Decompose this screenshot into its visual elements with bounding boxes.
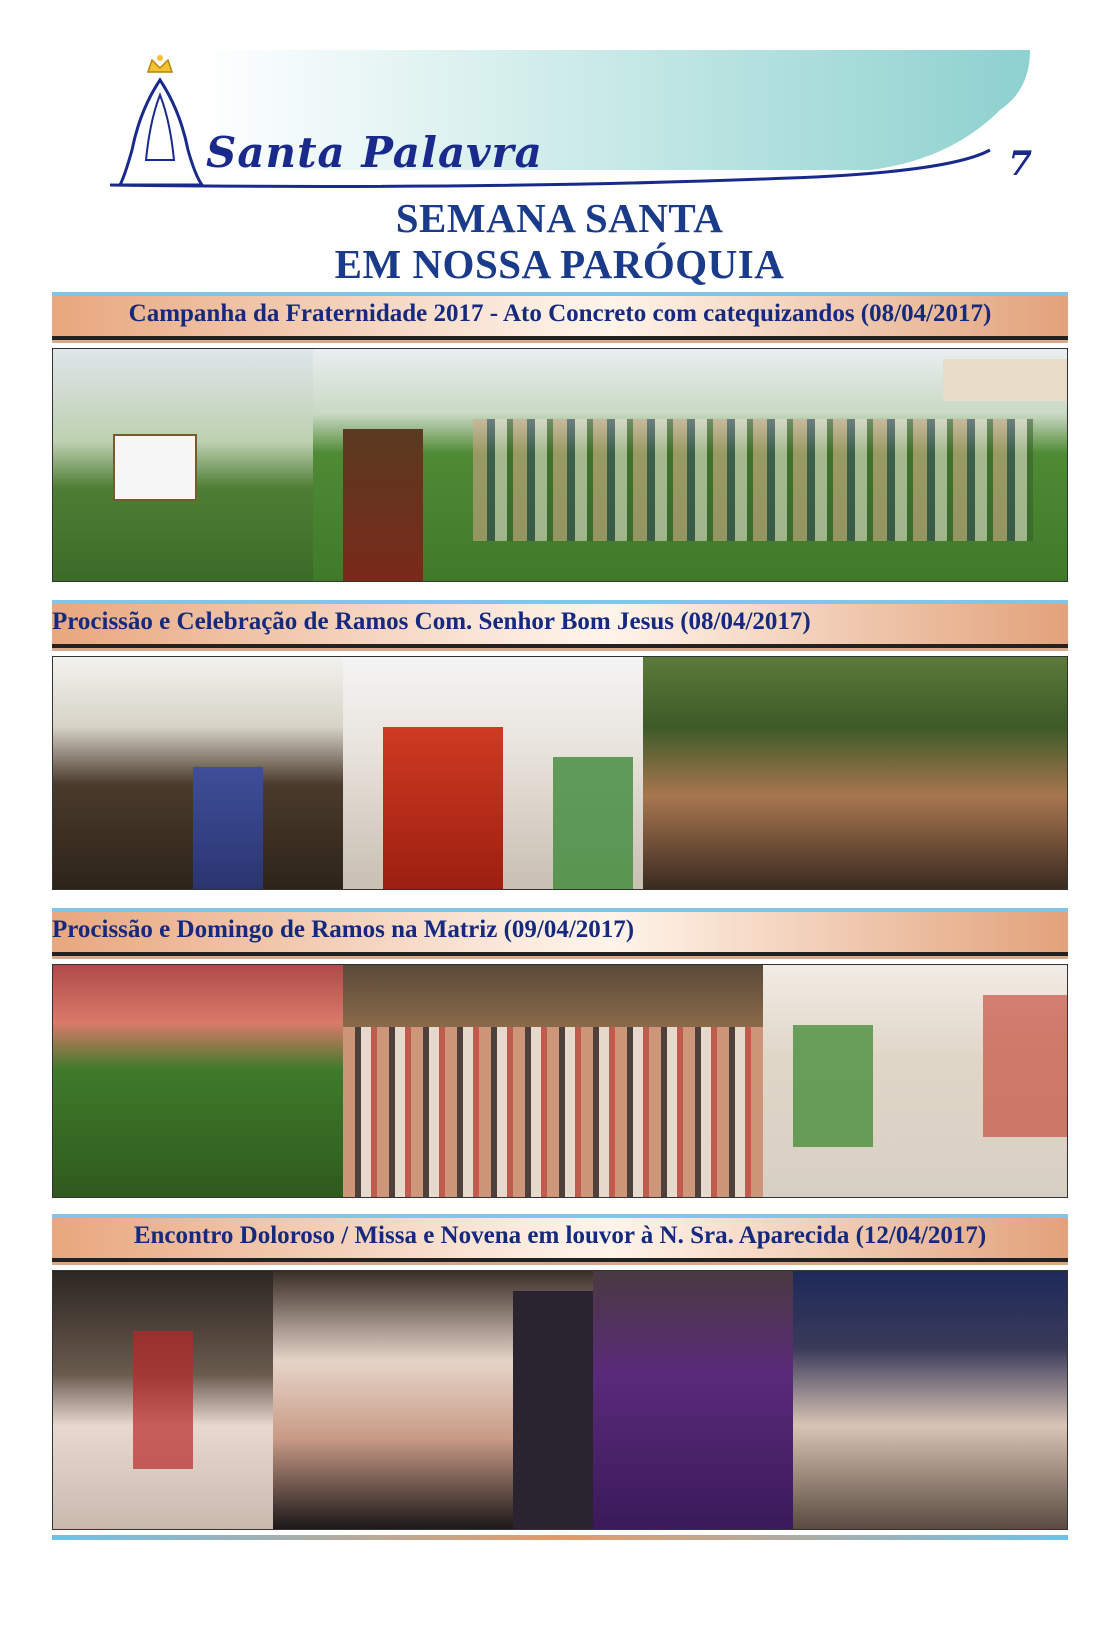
- our-lady-logo-icon: [110, 50, 210, 200]
- header-banner: [90, 50, 1070, 200]
- section-caption-bar: [52, 292, 1068, 340]
- palm-sunday-photo-icon: [52, 964, 1068, 1198]
- section-ramos-matriz: [52, 908, 1068, 1198]
- page-number: 7: [1008, 144, 1032, 184]
- church-procession-photo-icon: [52, 656, 1068, 890]
- title-line-2: EM NOSSA PARÓQUIA: [334, 241, 785, 287]
- section-ramos-bom-jesus: [52, 600, 1068, 890]
- section-fraternidade: [52, 292, 1068, 582]
- outdoor-group-photo-icon: [52, 348, 1068, 582]
- title-line-1: SEMANA SANTA: [395, 195, 724, 241]
- section-caption-bar: [52, 600, 1068, 648]
- section-encontro-doloroso: [52, 1214, 1068, 1530]
- page-title: [0, 195, 1119, 287]
- passion-reenactment-photo-icon: [52, 1270, 1068, 1530]
- section-caption: Encontro Doloroso / Missa e Novena em louvor à N. Sra. Aparecida (12/04/2017): [133, 1222, 987, 1249]
- footer-divider: [52, 1535, 1068, 1540]
- section-caption: Campanha da Fraternidade 2017 - Ato Concreto com catequizandos (08/04/2017): [128, 300, 992, 327]
- banner-background: [90, 50, 1070, 200]
- section-caption-bar: [52, 908, 1068, 956]
- section-caption: Procissão e Domingo de Ramos na Matriz (09/04/2017): [52, 916, 635, 943]
- section-caption-bar: [52, 1214, 1068, 1262]
- section-caption: Procissão e Celebração de Ramos Com. Senhor Bom Jesus (08/04/2017): [52, 608, 811, 635]
- logo-text: Santa Palavra: [206, 128, 543, 177]
